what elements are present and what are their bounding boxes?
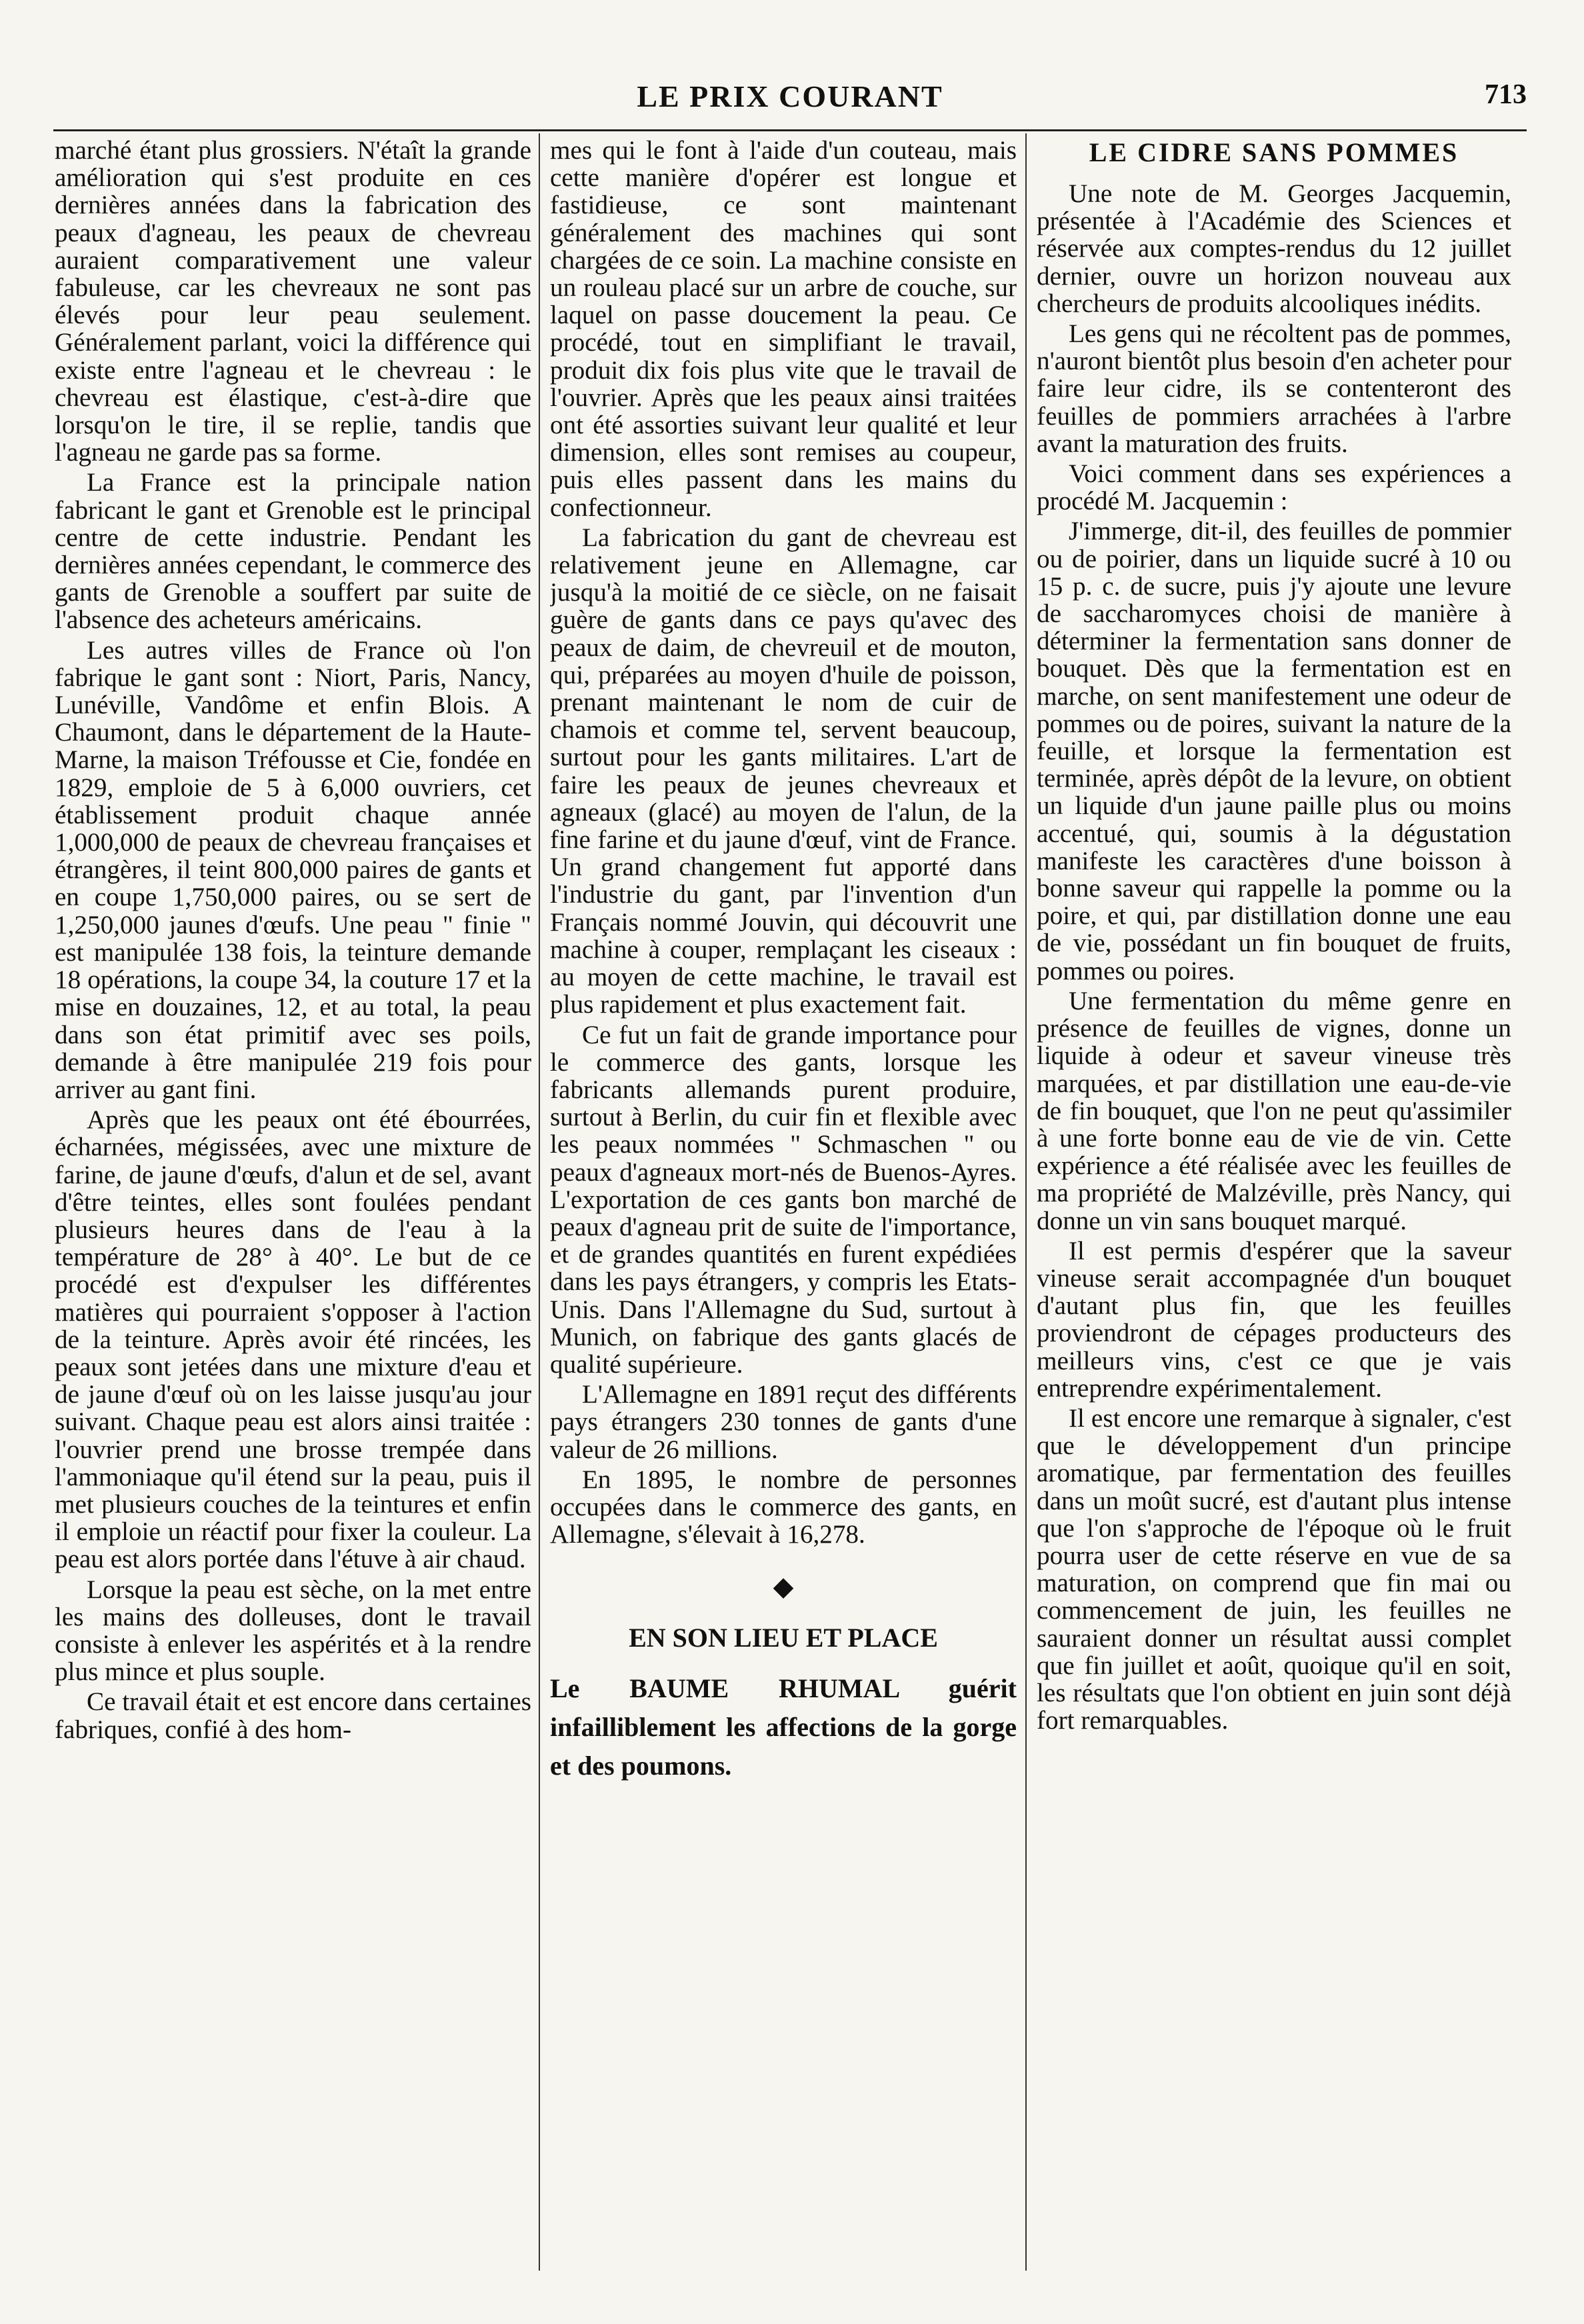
paragraph: Il est permis d'espérer que la saveur vineuse serait accompagnée d'un bouquet d'autant plus fin, que les feuilles proviendront de cépages producteurs des meilleurs vins, c'est ce que je vais entreprendre expérimentalement.: [1037, 1236, 1511, 1403]
paragraph: La France est la principale nation fabricant le gant et Grenoble est le principal centre de cette industrie. Pendant les dernières années cependant, le commerce des gants de Grenoble a souffert par suite de l'absence des acheteurs américains.: [55, 468, 531, 635]
column-1: [55, 137, 531, 2270]
paragraph: J'immerge, dit-il, des feuilles de pommier ou de poirier, dans un liquide sucré à 10 ou 15 p. c. de sucre, puis j'y ajoute une levure de saccharomyces choisi de manière à déterminer la fermentation sans donner de bouquet. Dès que la fermentation est en marche, on sent manifestement une odeur de pommes ou de poires, suivant la nature de la feuille, et lorsque la fermentation est terminée, après dépôt de la levure, on obtient un liquide d'un jaune paille plus ou moins accentué, qui, soumis à la dégustation manifeste les caractères d'une boisson à bonne saveur qui rappelle la pomme ou la poire, et qui, par distillation donne une eau de vie, possédant un fin bouquet de fruits, pommes ou poires.: [1037, 517, 1511, 985]
paragraph: Les gens qui ne récoltent pas de pommes, n'auront bientôt plus besoin d'en acheter pour faire leur cidre, ils se contenteront des feuilles de pommiers arrachées à l'arbre avant la maturation des fruits.: [1037, 319, 1511, 458]
paragraph: En 1895, le nombre de personnes occupées dans le commerce des gants, en Allemagne, s'élevait à 16,278.: [550, 1465, 1017, 1549]
paragraph: Les autres villes de France où l'on fabrique le gant sont : Niort, Paris, Nancy, Lunéville, Vandôme et enfin Blois. A Chaumont, dans le département de la Haute-Marne, la maison Tréfousse et Cie, fondée en 1829, emploie de 5 à 6,000 ouvriers, cet établissement produit chaque année 1,000,000 de peaux de chevreau françaises et étrangères, il teint 800,000 paires de gants et en coupe 1,750,000 paires, ou se sert de 1,250,000 jaunes d'œufs. Une peau " finie " est manipulée 138 fois, la teinture demande 18 opérations, la coupe 34, la couture 17 et la mise en douzaines, 12, et au total, la peau dans son état primitif avec ses poils, demande à être manipulée 219 fois pour arriver au gant fini.: [55, 635, 531, 1104]
paragraph: Une fermentation du même genre en présence de feuilles de vignes, donne un liquide à odeur et saveur vineuse très marquées, et par distillation une eau-de-vie de fin bouquet, que l'on ne peut qu'assimiler à une forte bonne eau de vie de vin. Cette expérience a été réalisée avec les feuilles de ma propriété de Malzéville, près Nancy, qui donne un vin sans bouquet marqué.: [1037, 986, 1511, 1235]
header-rule: [53, 129, 1527, 131]
paragraph: Voici comment dans ses expériences a procédé M. Jacquemin :: [1037, 459, 1511, 516]
section-title: LE CIDRE SANS POMMES: [1089, 137, 1459, 167]
paragraph: Ce travail était et est encore dans certaines fabriques, confié à des hom-: [55, 1687, 531, 1744]
column-2: [550, 137, 1017, 2270]
paragraph: marché étant plus grossiers. N'étaît la grande amélioration qui s'est produite en ces dernières années dans la fabrication des peaux d'agneau, les peaux de chevreau auraient comparativement une valeur fabuleuse, car les chevreaux ne sont pas élevés pour leur peau seulement. Généralement parlant, voici la différence qui existe entre l'agneau et le chevreau : le chevreau est élastique, c'est-à-dire que lorsqu'on le tire, il se replie, tandis que l'agneau ne garde pas sa forme.: [55, 137, 531, 467]
running-title: LE PRIX COURANT: [637, 79, 943, 113]
advert-body: Le BAUME RHUMAL guérit infailliblement les affections de la gorge et des poumons.: [550, 1673, 1017, 1781]
column-separator: [1025, 133, 1027, 2271]
paragraph: Lorsque la peau est sèche, on la met entre les mains des dolleuses, dont le travail consiste à enlever les aspérités et à la rendre plus mince et plus souple.: [55, 1575, 531, 1687]
page-number: 713: [1485, 79, 1527, 110]
advert-title: EN SON LIEU ET PLACE: [629, 1623, 938, 1653]
column-3: [1037, 137, 1511, 2270]
page-header: [53, 79, 1527, 125]
paragraph: mes qui le font à l'aide d'un couteau, mais cette manière d'opérer est longue et fastidieuse, ce sont maintenant généralement des machines qui sont chargées de ce soin. La machine consiste en un rouleau placé sur un arbre de couche, sur laquel on passe doucement la peau. Ce procédé, tout en simplifiant le travail, produit dix fois plus vite que le travail de l'ouvrier. Après que les peaux ainsi traitées ont été assorties suivant leur qualité et leur dimension, elles sont remises au coupeur, puis elles passent dans les mains du confectionneur.: [550, 137, 1017, 522]
paragraph: Après que les peaux ont été ébourrées, écharnées, mégissées, avec une mixture de farine, de jaune d'œufs, d'alun et de sel, avant d'être teintes, elles sont foulées pendant plusieurs heures dans de l'eau à la température de 28° à 40°. Le but de ce procédé est d'expulser les différentes matières qui pourraient s'opposer à l'action de la teinture. Après avoir été rincées, les peaux sont jetées dans une mixture d'eau et de jaune d'œuf où on les laisse jusqu'au jour suivant. Chaque peau est alors ainsi traitée : l'ouvrier prend une brosse trempée dans l'ammoniaque qu'il étend sur la peau, puis il met plusieurs couches de la teintures et enfin il emploie un réactif pour fixer la couleur. La peau est alors portée dans l'étuve à air chaud.: [55, 1105, 531, 1574]
paragraph: Ce fut un fait de grande importance pour le commerce des gants, lorsque les fabricants allemands purent produire, surtout à Berlin, du cuir fin et flexible avec les peaux nommées " Schmaschen " ou peaux d'agneaux mort-nés de Buenos-Ayres. L'exportation de ces gants bon marché de peaux d'agneau prit de suite de l'importance, et de grandes quantités en furent expédiées dans les pays étrangers, y compris les Etats-Unis. Dans l'Allemagne du Sud, surtout à Munich, on fabrique des gants glacés de qualité supérieure.: [550, 1020, 1017, 1379]
paragraph: L'Allemagne en 1891 reçut des différents pays étrangers 230 tonnes de gants d'une valeur de 26 millions.: [550, 1380, 1017, 1464]
paragraph: La fabrication du gant de chevreau est relativement jeune en Allemagne, car jusqu'à la moitié de ce siècle, on ne faisait guère de gants dans ce pays qu'avec des peaux de daim, de chevreuil et de mouton, qui, préparées au moyen d'huile de poisson, prenant maintenant le nom de cuir de chamois et comme tel, servent beaucoup, surtout pour les gants militaires. L'art de faire les peaux de jeunes chevreaux et agneaux (glacé) au moyen de l'alun, de la fine farine et du jaune d'œuf, vint de France. Un grand changement fut apporté dans l'industrie du gant, par l'invention d'un Français nommé Jouvin, qui découvrit une machine à couper, remplaçant les ciseaux : au moyen de cette machine, le travail est plus rapidement et plus exactement fait.: [550, 523, 1017, 1019]
paragraph: Une note de M. Georges Jacquemin, présentée à l'Académie des Sciences et réservée aux comptes-rendus du 12 juillet dernier, ouvre un horizon nouveau aux chercheurs de produits alcooliques inédits.: [1037, 179, 1511, 318]
column-separator: [539, 133, 540, 2271]
ornament-divider: ◆: [773, 1571, 794, 1602]
paragraph: Il est encore une remarque à signaler, c'est que le développement d'un principe aromatique, par fermentation des feuilles dans un moût sucré, est d'autant plus intense que l'on s'approche de l'époque où le fruit pourra user de cette réserve en vue de sa maturation, on comprend que fin mai ou commencement de juin, les feuilles ne sauraient donner un résultat aussi complet que fin juillet et août, quoique qu'il en soit, les résultats que l'on obtient en juin sont déjà fort remarquables.: [1037, 1403, 1511, 1735]
